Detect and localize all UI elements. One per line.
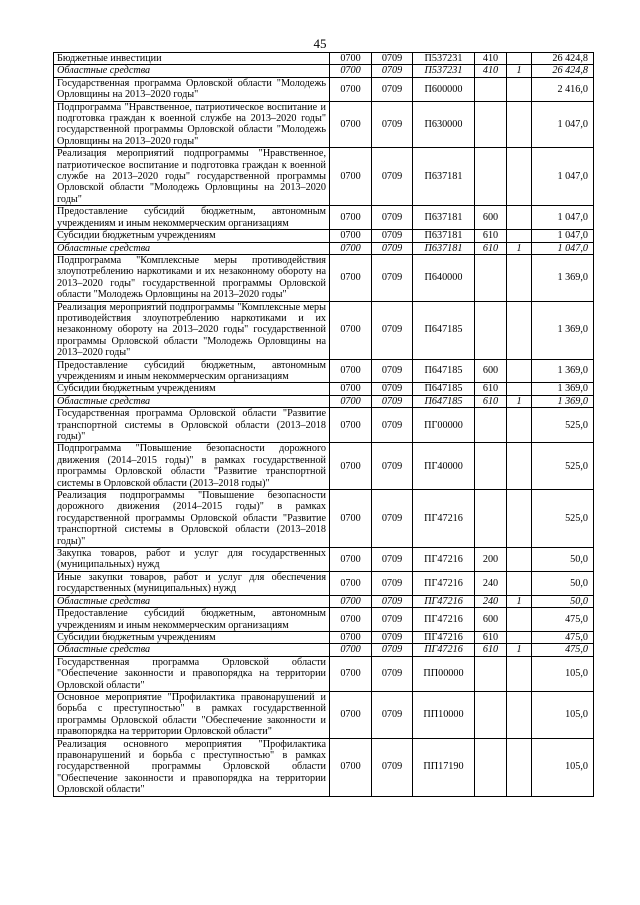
section-code: 0700 [330, 77, 372, 101]
table-row [54, 443, 594, 490]
amount: 1 047,0 [532, 206, 594, 230]
subsection-code: 0709 [372, 608, 413, 632]
subsection-code: 0709 [372, 691, 413, 738]
subsection-code: 0709 [372, 443, 413, 490]
section-code: 0700 [330, 691, 372, 738]
funding-source-code [507, 383, 532, 395]
target-article-code: П600000 [413, 77, 475, 101]
amount: 2 416,0 [532, 77, 594, 101]
section-code: 0700 [330, 206, 372, 230]
funding-source-code [507, 656, 532, 691]
amount: 475,0 [532, 608, 594, 632]
amount: 50,0 [532, 548, 594, 572]
funding-source-code [507, 148, 532, 206]
expense-type-code: 610 [475, 383, 507, 395]
funding-source-code [507, 631, 532, 643]
expense-type-code: 610 [475, 395, 507, 407]
target-article-code: П647185 [413, 395, 475, 407]
target-article-code: П630000 [413, 101, 475, 148]
target-article-code: П637181 [413, 206, 475, 230]
section-code: 0700 [330, 631, 372, 643]
target-article-code: ПГ47216 [413, 548, 475, 572]
subsection-code: 0709 [372, 359, 413, 383]
amount: 525,0 [532, 443, 594, 490]
expense-type-code: 600 [475, 608, 507, 632]
subsection-code: 0709 [372, 395, 413, 407]
table-row [54, 548, 594, 572]
target-article-code: ПГ47216 [413, 644, 475, 656]
section-code: 0700 [330, 644, 372, 656]
section-code: 0700 [330, 408, 372, 443]
row-name: Субсидии бюджетным учреждениям [54, 383, 330, 395]
row-name: Государственная программа Орловской области "Молодежь Орловщины на 2013–2020 годы" [54, 77, 330, 101]
subsection-code: 0709 [372, 101, 413, 148]
section-code: 0700 [330, 608, 372, 632]
table-row [54, 395, 594, 407]
expense-type-code: 410 [475, 65, 507, 77]
subsection-code: 0709 [372, 230, 413, 242]
target-article-code: ПГ47216 [413, 608, 475, 632]
subsection-code: 0709 [372, 53, 413, 65]
table-row [54, 148, 594, 206]
row-name: Областные средства [54, 65, 330, 77]
amount: 1 369,0 [532, 359, 594, 383]
table-row [54, 656, 594, 691]
row-name: Областные средства [54, 644, 330, 656]
funding-source-code [507, 490, 532, 548]
expense-type-code [475, 77, 507, 101]
subsection-code: 0709 [372, 644, 413, 656]
section-code: 0700 [330, 254, 372, 301]
subsection-code: 0709 [372, 148, 413, 206]
subsection-code: 0709 [372, 595, 413, 607]
section-code: 0700 [330, 359, 372, 383]
funding-source-code [507, 571, 532, 595]
amount: 1 047,0 [532, 148, 594, 206]
table-row [54, 691, 594, 738]
row-name: Предоставление субсидий бюджетным, автономным учреждениям и иным некоммерческим организациям [54, 206, 330, 230]
amount: 1 047,0 [532, 230, 594, 242]
subsection-code: 0709 [372, 548, 413, 572]
section-code: 0700 [330, 395, 372, 407]
table-row [54, 571, 594, 595]
amount: 26 424,8 [532, 65, 594, 77]
subsection-code: 0709 [372, 77, 413, 101]
expense-type-code [475, 408, 507, 443]
section-code: 0700 [330, 656, 372, 691]
row-name: Областные средства [54, 395, 330, 407]
table-row [54, 53, 594, 65]
subsection-code: 0709 [372, 301, 413, 359]
expense-type-code [475, 148, 507, 206]
funding-source-code: 1 [507, 242, 532, 254]
amount: 105,0 [532, 738, 594, 796]
amount: 525,0 [532, 408, 594, 443]
subsection-code: 0709 [372, 571, 413, 595]
funding-source-code [507, 301, 532, 359]
row-name: Субсидии бюджетным учреждениям [54, 631, 330, 643]
row-name: Основное мероприятие "Профилактика правонарушений и борьба с преступностью" в рамках государственной программы Орловской области "Обеспечение законности и правопорядка на территории Орловской области" [54, 691, 330, 738]
funding-source-code [507, 548, 532, 572]
amount: 525,0 [532, 490, 594, 548]
subsection-code: 0709 [372, 254, 413, 301]
table-row [54, 77, 594, 101]
target-article-code: ПП10000 [413, 691, 475, 738]
target-article-code: П640000 [413, 254, 475, 301]
row-name: Подпрограмма "Комплексные меры противодействия злоупотреблению наркотиками и их незаконному обороту на 2013–2020 годы" государственной программы Орловской области "Молодежь Орловщины на 2013–2020 годы" [54, 254, 330, 301]
target-article-code: ПГ47216 [413, 571, 475, 595]
row-name: Предоставление субсидий бюджетным, автономным учреждениям и иным некоммерческим организациям [54, 359, 330, 383]
expense-type-code: 410 [475, 53, 507, 65]
subsection-code: 0709 [372, 656, 413, 691]
row-name: Реализация подпрограммы "Повышение безопасности дорожного движения (2014–2015 годы)" в рамках государственной программы Орловской области "Развитие транспортной системы в Орловской области (2013–2018 годы)" [54, 490, 330, 548]
table-row [54, 644, 594, 656]
funding-source-code [507, 608, 532, 632]
funding-source-code [507, 77, 532, 101]
expense-type-code: 200 [475, 548, 507, 572]
expense-type-code [475, 691, 507, 738]
subsection-code: 0709 [372, 206, 413, 230]
funding-source-code [507, 408, 532, 443]
amount: 475,0 [532, 644, 594, 656]
expense-type-code: 610 [475, 644, 507, 656]
target-article-code: ПГ40000 [413, 443, 475, 490]
expense-type-code [475, 490, 507, 548]
expense-type-code: 610 [475, 230, 507, 242]
section-code: 0700 [330, 571, 372, 595]
expense-type-code [475, 738, 507, 796]
amount: 26 424,8 [532, 53, 594, 65]
funding-source-code: 1 [507, 644, 532, 656]
amount: 1 047,0 [532, 101, 594, 148]
section-code: 0700 [330, 548, 372, 572]
subsection-code: 0709 [372, 65, 413, 77]
table-row [54, 738, 594, 796]
subsection-code: 0709 [372, 242, 413, 254]
row-name: Областные средства [54, 242, 330, 254]
table-row [54, 301, 594, 359]
row-name: Реализация основного мероприятия "Профилактика правонарушений и борьба с преступностью" в рамках государственной программы Орловской области "Обеспечение законности и правопорядка на территории Орловской области" [54, 738, 330, 796]
row-name: Реализация мероприятий подпрограммы "Комплексные меры противодействия злоупотреблению наркотиками и их незаконному обороту на 2013–2020 годы" государственной программы Орловской области "Молодежь Орловщины на 2013–2020 годы" [54, 301, 330, 359]
row-name: Государственная программа Орловской области "Развитие транспортной системы в Орловской области (2013–2018 годы)" [54, 408, 330, 443]
target-article-code: П637181 [413, 148, 475, 206]
row-name: Бюджетные инвестиции [54, 53, 330, 65]
table-row [54, 254, 594, 301]
table-row [54, 608, 594, 632]
table-row [54, 101, 594, 148]
target-article-code: П537231 [413, 53, 475, 65]
target-article-code: П647185 [413, 383, 475, 395]
expense-type-code: 600 [475, 359, 507, 383]
expense-type-code [475, 101, 507, 148]
funding-source-code [507, 691, 532, 738]
target-article-code: ПГ47216 [413, 595, 475, 607]
table-row [54, 230, 594, 242]
table-row [54, 65, 594, 77]
target-article-code: П647185 [413, 301, 475, 359]
target-article-code: ПП17190 [413, 738, 475, 796]
table-row [54, 595, 594, 607]
section-code: 0700 [330, 383, 372, 395]
expense-type-code [475, 656, 507, 691]
target-article-code: П537231 [413, 65, 475, 77]
section-code: 0700 [330, 443, 372, 490]
row-name: Государственная программа Орловской области "Обеспечение законности и правопорядка на территории Орловской области" [54, 656, 330, 691]
funding-source-code [507, 443, 532, 490]
amount: 1 369,0 [532, 395, 594, 407]
table-row [54, 206, 594, 230]
section-code: 0700 [330, 65, 372, 77]
expense-type-code: 600 [475, 206, 507, 230]
funding-source-code [507, 230, 532, 242]
section-code: 0700 [330, 148, 372, 206]
page-number: 45 [313, 36, 327, 51]
subsection-code: 0709 [372, 408, 413, 443]
funding-source-code [507, 254, 532, 301]
funding-source-code [507, 53, 532, 65]
row-name: Закупка товаров, работ и услуг для государственных (муниципальных) нужд [54, 548, 330, 572]
subsection-code: 0709 [372, 490, 413, 548]
amount: 50,0 [532, 571, 594, 595]
target-article-code: П637181 [413, 230, 475, 242]
target-article-code: П647185 [413, 359, 475, 383]
section-code: 0700 [330, 490, 372, 548]
funding-source-code: 1 [507, 395, 532, 407]
subsection-code: 0709 [372, 631, 413, 643]
target-article-code: ПГ47216 [413, 631, 475, 643]
amount: 105,0 [532, 691, 594, 738]
row-name: Подпрограмма "Повышение безопасности дорожного движения (2014–2015 годы)" в рамках государственной программы Орловской области "Развитие транспортной системы в Орловской области (2013–2018 годы)" [54, 443, 330, 490]
section-code: 0700 [330, 595, 372, 607]
row-name: Субсидии бюджетным учреждениям [54, 230, 330, 242]
funding-source-code [507, 206, 532, 230]
section-code: 0700 [330, 301, 372, 359]
row-name: Подпрограмма "Нравственное, патриотическое воспитание и подготовка граждан к военной службе на 2013–2020 годы" государственной программы Орловской области "Молодежь Орловщины на 2013–2020 годы" [54, 101, 330, 148]
amount: 1 369,0 [532, 301, 594, 359]
budget-table [53, 52, 594, 797]
row-name: Реализация мероприятий подпрограммы "Нравственное, патриотическое воспитание и подготовка граждан к военной службе на 2013–2020 годы" государственной программы Орловской области "Молодежь Орловщины на 2013–2020 годы" [54, 148, 330, 206]
section-code: 0700 [330, 101, 372, 148]
table-row [54, 631, 594, 643]
table-row [54, 383, 594, 395]
expense-type-code: 610 [475, 631, 507, 643]
expense-type-code: 240 [475, 595, 507, 607]
table-row [54, 242, 594, 254]
budget-table-body [54, 53, 594, 797]
expense-type-code [475, 254, 507, 301]
subsection-code: 0709 [372, 738, 413, 796]
table-row [54, 359, 594, 383]
expense-type-code [475, 301, 507, 359]
row-name: Предоставление субсидий бюджетным, автономным учреждениям и иным некоммерческим организациям [54, 608, 330, 632]
table-row [54, 408, 594, 443]
funding-source-code: 1 [507, 65, 532, 77]
funding-source-code: 1 [507, 595, 532, 607]
funding-source-code [507, 359, 532, 383]
amount: 1 047,0 [532, 242, 594, 254]
expense-type-code: 240 [475, 571, 507, 595]
amount: 475,0 [532, 631, 594, 643]
section-code: 0700 [330, 738, 372, 796]
section-code: 0700 [330, 230, 372, 242]
target-article-code: ПП00000 [413, 656, 475, 691]
amount: 1 369,0 [532, 383, 594, 395]
amount: 1 369,0 [532, 254, 594, 301]
target-article-code: ПГ47216 [413, 490, 475, 548]
row-name: Иные закупки товаров, работ и услуг для обеспечения государственных (муниципальных) нужд [54, 571, 330, 595]
funding-source-code [507, 738, 532, 796]
section-code: 0700 [330, 53, 372, 65]
funding-source-code [507, 101, 532, 148]
amount: 105,0 [532, 656, 594, 691]
row-name: Областные средства [54, 595, 330, 607]
expense-type-code [475, 443, 507, 490]
table-row [54, 490, 594, 548]
subsection-code: 0709 [372, 383, 413, 395]
section-code: 0700 [330, 242, 372, 254]
target-article-code: ПГ00000 [413, 408, 475, 443]
amount: 50,0 [532, 595, 594, 607]
target-article-code: П637181 [413, 242, 475, 254]
expense-type-code: 610 [475, 242, 507, 254]
